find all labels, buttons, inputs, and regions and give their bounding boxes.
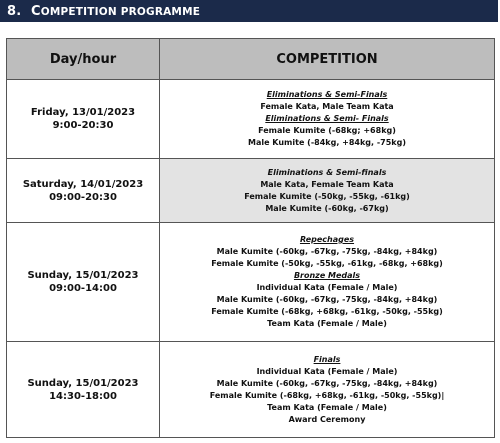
event-item: Female Kumite (-50kg, -55kg, -61kg): [244, 191, 410, 201]
event-item: Male Kumite (-60kg, -67kg, -75kg, -84kg, +84kg): [216, 295, 438, 304]
event-item: Individual Kata (Female / Male): [256, 366, 398, 376]
event-item: Individual Kata (Female / Male): [256, 283, 398, 292]
day-cell: [7, 159, 160, 223]
table-header-row: [7, 39, 495, 80]
section-number: 8.: [7, 3, 22, 19]
day-time: 09:00-14:00: [49, 283, 117, 294]
competition-programme-table: [6, 38, 495, 438]
event-item: Female Kumite (-68kg; +68kg): [258, 126, 396, 135]
table-row: [7, 80, 495, 159]
table-body: [7, 80, 495, 438]
section-header-bar: [0, 0, 498, 22]
phase-heading: Eliminations & Semi- Finals: [265, 114, 389, 123]
day-date: Sunday, 15/01/2023: [27, 377, 139, 389]
header-competition: COMPETITION: [160, 39, 495, 80]
event-item: Award Ceremony: [288, 414, 366, 424]
header-day-hour: Day/hour: [7, 39, 160, 80]
phase-heading: Repechages: [299, 235, 355, 244]
phase-heading: Finals: [313, 354, 341, 364]
day-cell: [7, 342, 160, 438]
day-date: Sunday, 15/01/2023: [27, 270, 139, 281]
competition-cell: [160, 342, 495, 438]
table-row: [7, 342, 495, 438]
event-item: Female Kata, Male Team Kata: [260, 102, 394, 111]
day-date: Friday, 13/01/2023: [30, 107, 136, 118]
day-time: 9:00-20:30: [52, 120, 114, 131]
event-item: Team Kata (Female / Male): [267, 319, 387, 328]
event-item: Male Kumite (-60kg, -67kg): [265, 203, 389, 213]
day-time: 14:30-18:00: [49, 390, 117, 402]
event-item: Male Kata, Female Team Kata: [260, 179, 394, 189]
table-row: [7, 159, 495, 223]
table-row: [7, 223, 495, 342]
competition-cell: [160, 223, 495, 342]
day-date: Saturday, 14/01/2023: [22, 178, 144, 190]
section-title-rest: OMPETITION PROGRAMME: [40, 5, 201, 18]
event-item: Male Kumite (-60kg, -67kg, -75kg, -84kg, +84kg): [216, 247, 438, 256]
phase-heading: Bronze Medals: [293, 271, 361, 280]
event-item: Female Kumite (-50kg, -55kg, -61kg, -68kg, +68kg): [211, 259, 443, 268]
event-item: Team Kata (Female / Male): [267, 402, 387, 412]
event-item: Female Kumite (-68kg, +68kg, -61kg, -50kg, -55kg)|: [209, 390, 445, 400]
phase-heading: Eliminations & Semi-finals: [267, 167, 387, 177]
competition-cell: [160, 159, 495, 223]
event-item: Male Kumite (-84kg, +84kg, -75kg): [247, 138, 407, 147]
day-time: 09:00-20:30: [49, 191, 117, 203]
section-title-initial: C: [31, 3, 41, 19]
event-item: Female Kumite (-68kg, +68kg, -61kg, -50kg, -55kg): [211, 307, 443, 316]
section-title: [31, 4, 200, 19]
competition-cell: [160, 80, 495, 159]
phase-heading: Eliminations & Semi-Finals: [266, 90, 388, 99]
day-cell: [7, 223, 160, 342]
event-item: Male Kumite (-60kg, -67kg, -75kg, -84kg, +84kg): [216, 378, 438, 388]
day-cell: [7, 80, 160, 159]
